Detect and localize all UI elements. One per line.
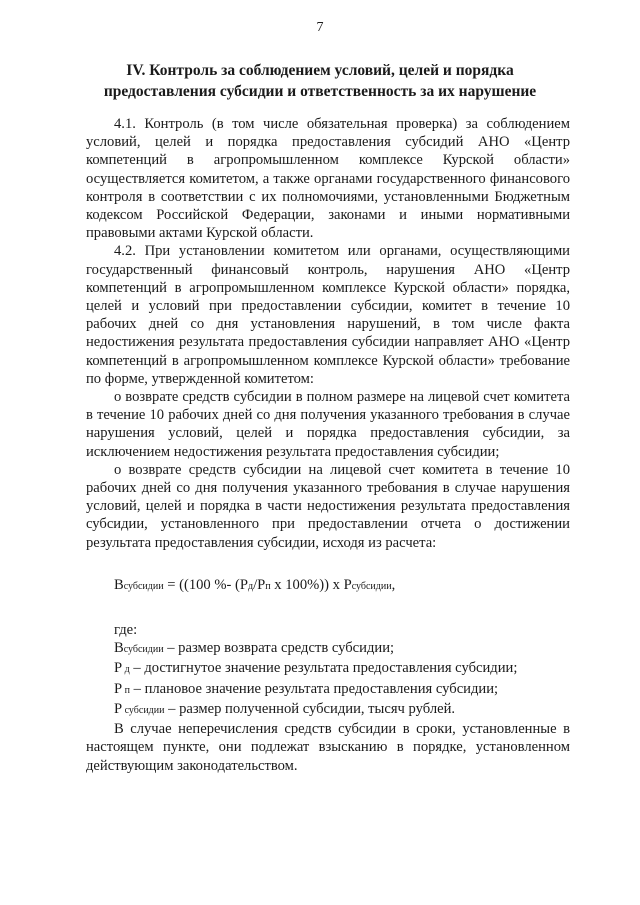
definition-subscript: субсидии	[123, 644, 164, 656]
document-body	[86, 115, 570, 775]
section-heading-line-2: предоставления субсидии и ответственность за их нарушение	[103, 83, 537, 100]
section-heading-line-1: IV. Контроль за соблюдением условий, целей и порядка	[126, 62, 514, 79]
definition-achieved-value	[86, 659, 570, 679]
formula-pp-subscript: п	[265, 580, 271, 592]
definition-subsidy-amount	[86, 700, 570, 720]
list-item-partial-refund: о возврате средств субсидии на лицевой счет комитета в течение 10 рабочих дней со дня получения указанного требования в случае нарушения условий, целей и порядка в части недостижения результата предоставления субсидии, установленного при предоставлении отчета о достижении результата предоставления субсидии, исходя из расчета:	[86, 461, 570, 551]
where-label: где:	[114, 622, 138, 639]
definition-text: – плановое значение результата предоставления субсидии;	[129, 680, 499, 697]
section-heading	[86, 60, 554, 102]
definition-refund-amount	[86, 639, 570, 659]
refund-formula	[86, 576, 570, 596]
definition-symbol: Р	[114, 700, 123, 717]
definition-planned-value	[86, 680, 570, 700]
definition-symbol: Р	[114, 660, 123, 677]
definition-symbol: Р	[114, 680, 123, 697]
paragraph-4-2: 4.2. При установлении комитетом или органами, осуществляющими государственный финансовый контроль, нарушения АНО «Центр компетенций в агропромышленном комплексе Курской области» порядка, целей и условий при предоставлении субсидии, комитет в течение 10 рабочих дней со дня установления нарушений, в том числе факта недостижения результата предоставления субсидии направляет АНО «Центр компетенций в агропромышленном комплексе Курской области» требование по форме, утвержденной комитетом:	[86, 243, 570, 387]
page-number: 7	[316, 20, 324, 35]
closing-paragraph: В случае неперечисления средств субсидии в сроки, установленные в настоящем пункте, они подлежат взысканию в порядке, установленном действующим законодательством.	[86, 721, 570, 774]
formula-mid: x 100%)) x Р	[270, 576, 352, 593]
definition-text: – достигнутое значение результата предоставления субсидии;	[129, 660, 518, 677]
definition-text: – размер возврата средств субсидии;	[163, 640, 395, 657]
formula-lhs: В	[114, 576, 124, 593]
formula-slash: /Р	[253, 576, 266, 593]
definition-subscript: субсидии	[122, 704, 165, 716]
definition-subscript: д	[122, 664, 130, 676]
formula-rhs-subscript: субсидии	[351, 580, 392, 592]
paragraph-4-1: 4.1. Контроль (в том числе обязательная проверка) за соблюдением условий, целей и порядка предоставления субсидий АНО «Центр компетенций в агропромышленном комплексе Курской области» осуществляется комитетом, а также органами государственного финансового контроля в соответствии с их полномочиями, установленными Бюджетным кодексом Российской Федерации, законами и иными нормативными правовыми актами Курской области.	[86, 116, 570, 242]
formula-eq: = ((100 %- (Р	[163, 576, 249, 593]
definition-subscript: п	[122, 684, 130, 696]
list-item-full-refund: о возврате средств субсидии в полном размере на лицевой счет комитета в течение 10 рабочих дней со дня получения указанного требования в случае нарушения условий, целей и порядка предоставления субсидии, за исключением недостижения результата предоставления субсидии;	[86, 389, 570, 460]
formula-tail: ,	[391, 576, 396, 593]
definition-symbol: В	[114, 640, 124, 657]
formula-lhs-subscript: субсидии	[123, 580, 164, 592]
definition-text: – размер полученной субсидии, тысяч рублей.	[164, 700, 456, 717]
formula-pd-subscript: д	[248, 580, 254, 592]
